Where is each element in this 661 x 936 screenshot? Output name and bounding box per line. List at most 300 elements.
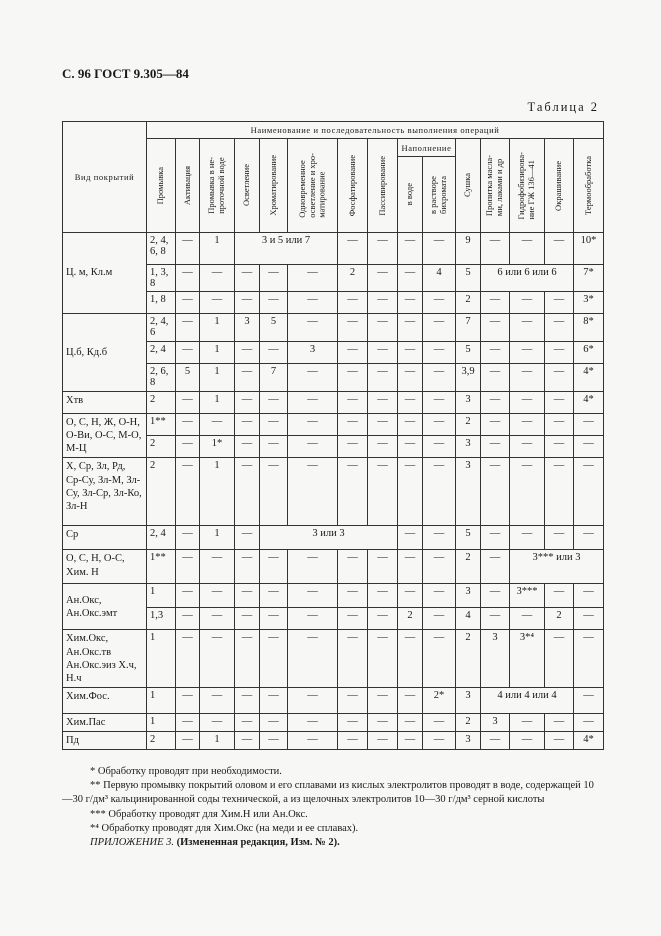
operation-cell: — <box>260 436 288 458</box>
operation-cell: 2 <box>456 713 481 731</box>
operation-cell: 1, 8 <box>147 292 176 314</box>
operation-cell: — <box>574 526 604 550</box>
operation-cell: — <box>338 414 368 436</box>
header-heat-treatment: Термообработка <box>574 139 604 233</box>
operation-cell: 4* <box>574 392 604 414</box>
table-row <box>63 713 604 731</box>
operation-cell: — <box>423 364 456 392</box>
footnote: ** Первую промывку покрытий оловом и его сплавами из кислых электролитов проводят в воде, содержащей 10—30 г/дм³ кальцинированной соды технической, а из щелочных электролитов 10—30 г/дм³ серной кислоты <box>62 780 594 806</box>
operation-cell: — <box>176 630 200 688</box>
operation-cell: 3 <box>456 584 481 608</box>
operation-cell: 1 <box>200 458 235 526</box>
operation-cell: — <box>200 292 235 314</box>
operation-cell: — <box>368 292 398 314</box>
header-fill-water: в воде <box>398 157 423 233</box>
operation-cell: — <box>176 414 200 436</box>
coating-cell: Х, Ср, Зл, Рд, Ср-Су, Зл-М, Зл-Су, Зл-Ср, Зл-Ко, Зл-Н <box>63 458 147 526</box>
operation-cell: — <box>574 713 604 731</box>
operation-cell: — <box>574 584 604 608</box>
operation-cell: — <box>545 630 574 688</box>
operation-cell: — <box>176 314 200 342</box>
operation-cell: — <box>260 630 288 688</box>
footnote: *** Обработку проводят для Хим.Н или Ан.Окс. <box>90 808 308 820</box>
operation-cell: 6 или 6 или 6 <box>481 265 574 292</box>
operation-cell: — <box>368 314 398 342</box>
operation-cell: — <box>260 392 288 414</box>
operation-cell: — <box>176 392 200 414</box>
operation-cell: 2, 4 <box>147 526 176 550</box>
table-body <box>63 233 604 750</box>
operation-cell: — <box>176 233 200 265</box>
operation-cell: — <box>510 392 545 414</box>
operation-cell: — <box>288 550 338 584</box>
operation-cell: — <box>423 526 456 550</box>
operation-cell: — <box>368 265 398 292</box>
operation-cell: 2, 6, 8 <box>147 364 176 392</box>
operation-cell: — <box>235 526 260 550</box>
operation-cell: — <box>398 292 423 314</box>
operation-cell: 4 <box>423 265 456 292</box>
operation-cell: — <box>200 713 235 731</box>
operation-cell: — <box>200 414 235 436</box>
operation-cell: 3 или 3 <box>260 526 398 550</box>
operation-cell: — <box>510 526 545 550</box>
operation-cell: — <box>423 314 456 342</box>
operation-cell: — <box>368 584 398 608</box>
header-activation: Активация <box>176 139 200 233</box>
operation-cell: 3,9 <box>456 364 481 392</box>
operation-cell: 5 <box>260 314 288 342</box>
operation-cell: — <box>288 584 338 608</box>
operation-cell: 3 <box>456 436 481 458</box>
operation-cell: — <box>200 550 235 584</box>
operation-cell: — <box>510 314 545 342</box>
operation-cell: — <box>176 342 200 364</box>
operation-cell: — <box>288 364 338 392</box>
operation-cell: — <box>510 364 545 392</box>
operation-cell: — <box>574 414 604 436</box>
header-coating-type: Вид покрытий <box>63 122 147 233</box>
operation-cell: — <box>398 233 423 265</box>
operation-cell: 3 и 5 или 7 <box>235 233 338 265</box>
footnotes <box>62 765 599 850</box>
operation-cell: — <box>398 687 423 713</box>
operation-cell: — <box>510 342 545 364</box>
operation-cell: — <box>288 608 338 630</box>
operation-cell: 1* <box>200 436 235 458</box>
operation-cell: 3 <box>235 314 260 342</box>
operation-cell: — <box>235 364 260 392</box>
operation-cell: — <box>510 292 545 314</box>
operation-cell: 2 <box>456 414 481 436</box>
table-row <box>63 687 604 713</box>
operation-cell: — <box>176 265 200 292</box>
table-row <box>63 458 604 526</box>
operation-cell: — <box>423 342 456 364</box>
operation-cell: — <box>235 608 260 630</box>
operation-cell: — <box>338 392 368 414</box>
header-brightening: Осветление <box>235 139 260 233</box>
operation-cell: 3 <box>481 713 510 731</box>
header-fill-bichromate: в растворе бихромата <box>423 157 456 233</box>
operation-cell: — <box>176 713 200 731</box>
operation-cell: — <box>574 608 604 630</box>
operation-cell: — <box>338 550 368 584</box>
operation-cell: — <box>398 342 423 364</box>
operation-cell: 9 <box>456 233 481 265</box>
coating-cell: О, С, Н, О-С, Хим. Н <box>63 550 147 584</box>
operation-cell: — <box>368 392 398 414</box>
operation-cell: — <box>510 608 545 630</box>
operation-cell: — <box>338 364 368 392</box>
operation-cell: — <box>368 436 398 458</box>
operation-cell: — <box>288 292 338 314</box>
table-row <box>63 732 604 750</box>
operation-cell: — <box>200 687 235 713</box>
operation-cell: 1 <box>200 392 235 414</box>
operation-cell: 3*** или 3 <box>510 550 604 584</box>
operation-cell: 8* <box>574 314 604 342</box>
operation-cell: — <box>176 687 200 713</box>
operation-cell: — <box>398 550 423 584</box>
operation-cell: — <box>260 608 288 630</box>
operation-cell: — <box>235 458 260 526</box>
operation-cell: — <box>423 233 456 265</box>
operation-cell: 2 <box>147 732 176 750</box>
operation-cell: — <box>423 458 456 526</box>
operation-cell: — <box>481 392 510 414</box>
operation-cell: — <box>481 732 510 750</box>
operation-cell: — <box>338 630 368 688</box>
operation-cell: — <box>398 364 423 392</box>
header-passivation: Пассивирование <box>368 139 398 233</box>
operation-cell: 1 <box>147 713 176 731</box>
operation-cell: — <box>545 414 574 436</box>
operation-cell: 4* <box>574 364 604 392</box>
operation-cell: 7 <box>260 364 288 392</box>
operation-cell: — <box>338 713 368 731</box>
operation-cell: — <box>260 584 288 608</box>
operation-cell: — <box>235 265 260 292</box>
operation-cell: 2 <box>147 436 176 458</box>
operation-cell: — <box>200 608 235 630</box>
operation-cell: 7* <box>574 265 604 292</box>
operation-cell: — <box>545 233 574 265</box>
operation-cell: — <box>545 314 574 342</box>
operation-cell: — <box>176 436 200 458</box>
operation-cell: — <box>368 550 398 584</box>
operation-cell: — <box>481 526 510 550</box>
operation-cell: 4 <box>456 608 481 630</box>
operation-cell: 2 <box>456 292 481 314</box>
operation-cell: — <box>368 458 398 526</box>
coating-cell: Ц.б, Кд.б <box>63 314 147 392</box>
operation-cell: — <box>260 550 288 584</box>
operation-cell: 5 <box>456 342 481 364</box>
operation-cell: — <box>260 292 288 314</box>
table-row <box>63 630 604 688</box>
operation-cell: — <box>338 314 368 342</box>
operation-cell: — <box>368 414 398 436</box>
operation-cell: — <box>481 414 510 436</box>
operation-cell: 3* <box>574 292 604 314</box>
operation-cell: — <box>235 342 260 364</box>
table-row <box>63 414 604 436</box>
operation-cell: — <box>545 392 574 414</box>
operation-cell: — <box>288 265 338 292</box>
operation-cell: 3 <box>456 732 481 750</box>
operation-cell: — <box>235 436 260 458</box>
operation-cell: — <box>235 732 260 750</box>
operation-cell: — <box>481 550 510 584</box>
operation-cell: — <box>423 713 456 731</box>
operation-cell: — <box>545 526 574 550</box>
header-drying: Сушка <box>456 139 481 233</box>
operation-cell: 4 или 4 или 4 <box>481 687 574 713</box>
operation-cell: — <box>260 342 288 364</box>
operation-cell: — <box>338 458 368 526</box>
operation-cell: — <box>338 233 368 265</box>
operation-cell: — <box>288 436 338 458</box>
operation-cell: — <box>510 414 545 436</box>
header-hydrophobization: Гидрофобизирова- ние ГЖ 136—41 <box>510 139 545 233</box>
table-row <box>63 584 604 608</box>
operation-cell: — <box>510 436 545 458</box>
operation-cell: — <box>288 630 338 688</box>
operation-cell: — <box>423 414 456 436</box>
operation-cell: 3 <box>288 342 338 364</box>
operation-cell: — <box>398 732 423 750</box>
table-label: Таблица 2 <box>527 100 599 114</box>
operation-cell: — <box>545 732 574 750</box>
operation-cell: — <box>288 732 338 750</box>
operation-cell: — <box>423 732 456 750</box>
operation-cell: — <box>481 458 510 526</box>
operation-cell: — <box>423 630 456 688</box>
header-operations-group: Наименование и последовательность выполнения операций <box>147 122 604 139</box>
operation-cell: — <box>200 630 235 688</box>
operation-cell: 2 <box>147 392 176 414</box>
operation-cell: 6* <box>574 342 604 364</box>
operation-cell: — <box>368 630 398 688</box>
operation-cell: — <box>574 687 604 713</box>
operation-cell: — <box>545 584 574 608</box>
header-phosphating: Фосфатирование <box>338 139 368 233</box>
operation-cell: — <box>368 732 398 750</box>
operation-cell: 3 <box>456 687 481 713</box>
operation-cell: 3 <box>481 630 510 688</box>
operation-cell: — <box>288 687 338 713</box>
operation-cell: 1** <box>147 414 176 436</box>
operation-cell: 5 <box>176 364 200 392</box>
coating-cell: Хтв <box>63 392 147 414</box>
coating-cell: Пд <box>63 732 147 750</box>
operation-cell: 4* <box>574 732 604 750</box>
operation-cell: — <box>338 732 368 750</box>
operation-cell: — <box>510 713 545 731</box>
operation-cell: — <box>398 630 423 688</box>
operation-cell: — <box>176 292 200 314</box>
coating-cell: Ан.Окс, Ан.Окс.эмт <box>63 584 147 630</box>
operation-cell: 1 <box>147 687 176 713</box>
operation-cell: — <box>398 314 423 342</box>
operation-cell: — <box>545 342 574 364</box>
document-header: С. 96 ГОСТ 9.305—84 <box>62 66 189 81</box>
header-brightening-chromating: Одновременное осветление и хро- матирование <box>288 139 338 233</box>
operations-table <box>62 121 604 750</box>
operation-cell: — <box>398 392 423 414</box>
operation-cell: — <box>260 713 288 731</box>
appendix-note: ПРИЛОЖЕНИЕ 3. (Измененная редакция, Изм. № 2). <box>90 836 340 848</box>
operation-cell: 1 <box>147 584 176 608</box>
operation-cell: — <box>260 458 288 526</box>
operation-cell: — <box>398 265 423 292</box>
operation-cell: — <box>423 584 456 608</box>
operation-cell: — <box>288 713 338 731</box>
operation-cell: 1 <box>200 314 235 342</box>
operation-cell: — <box>260 414 288 436</box>
operation-cell: — <box>398 414 423 436</box>
operation-cell: — <box>510 732 545 750</box>
operation-cell: — <box>423 550 456 584</box>
operation-cell: — <box>545 436 574 458</box>
operation-cell: 2, 4, 6, 8 <box>147 233 176 265</box>
operation-cell: — <box>481 233 510 265</box>
operation-cell: — <box>235 292 260 314</box>
header-painting: Окрашивание <box>545 139 574 233</box>
operation-cell: — <box>574 458 604 526</box>
operation-cell: — <box>481 292 510 314</box>
operation-cell: 2 <box>456 630 481 688</box>
header-filling: Наполнение <box>398 139 456 157</box>
operation-cell: — <box>545 292 574 314</box>
operation-cell: — <box>288 314 338 342</box>
operation-cell: — <box>176 526 200 550</box>
operation-cell: 2 <box>147 458 176 526</box>
footnote: *⁴ Обработку проводят для Хим.Окс (на меди и ее сплавах). <box>90 822 359 834</box>
operation-cell: 2 <box>398 608 423 630</box>
table-row <box>63 526 604 550</box>
operation-cell: 1 <box>147 630 176 688</box>
operation-cell: — <box>398 526 423 550</box>
operation-cell: — <box>481 364 510 392</box>
operation-cell: — <box>545 364 574 392</box>
header-chromating: Хроматирование <box>260 139 288 233</box>
operation-cell: 1, 3, 8 <box>147 265 176 292</box>
operation-cell: 1 <box>200 526 235 550</box>
table-row <box>63 314 604 342</box>
operation-cell: — <box>260 732 288 750</box>
operation-cell: — <box>423 436 456 458</box>
operation-cell: 2 <box>456 550 481 584</box>
operation-cell: — <box>481 314 510 342</box>
operation-cell: — <box>398 713 423 731</box>
operation-cell: — <box>260 687 288 713</box>
operation-cell: — <box>176 732 200 750</box>
operation-cell: — <box>368 364 398 392</box>
operation-cell: — <box>481 608 510 630</box>
operation-cell: — <box>288 392 338 414</box>
operation-cell: — <box>398 584 423 608</box>
header-still-water-rinse: Промывка в не- проточной воде <box>200 139 235 233</box>
operation-cell: 1 <box>200 233 235 265</box>
operation-cell: 2 <box>545 608 574 630</box>
operation-cell: — <box>423 392 456 414</box>
operation-cell: — <box>288 414 338 436</box>
operation-cell: 1,3 <box>147 608 176 630</box>
coating-cell: Ср <box>63 526 147 550</box>
operation-cell: — <box>545 458 574 526</box>
operation-cell: — <box>423 608 456 630</box>
coating-cell: Ц. м, Кл.м <box>63 233 147 314</box>
operation-cell: 1 <box>200 342 235 364</box>
operation-cell: 1 <box>200 364 235 392</box>
operation-cell: — <box>338 436 368 458</box>
operation-cell: — <box>235 414 260 436</box>
operation-cell: — <box>510 233 545 265</box>
operation-cell: — <box>200 584 235 608</box>
header-impregnation: Пропитка масла- ми, лаками и др <box>481 139 510 233</box>
operation-cell: — <box>398 436 423 458</box>
operation-cell: — <box>176 608 200 630</box>
coating-cell: О, С, Н, Ж, О-Н, О-Ви, О-С, М-О, М-Ц <box>63 414 147 458</box>
operation-cell: 3 <box>456 392 481 414</box>
operation-cell: — <box>368 687 398 713</box>
operation-cell: — <box>398 458 423 526</box>
coating-cell: Хим.Окс, Ан.Окс.тв Ан.Окс.эиз Х.ч, Н.ч <box>63 630 147 688</box>
footnote: * Обработку проводят при необходимости. <box>90 766 282 777</box>
operation-cell: — <box>235 584 260 608</box>
operation-cell: — <box>338 292 368 314</box>
operation-cell: 2 <box>338 265 368 292</box>
operation-cell: — <box>260 265 288 292</box>
coating-cell: Хим.Фос. <box>63 687 147 713</box>
operation-cell: 5 <box>456 526 481 550</box>
operation-cell: 5 <box>456 265 481 292</box>
operation-cell: — <box>338 687 368 713</box>
operation-cell: — <box>368 608 398 630</box>
operation-cell: 7 <box>456 314 481 342</box>
operation-cell: — <box>481 584 510 608</box>
operation-cell: — <box>423 292 456 314</box>
operation-cell: — <box>235 630 260 688</box>
operation-cell: — <box>481 342 510 364</box>
operation-cell: 3*** <box>510 584 545 608</box>
operation-cell: — <box>368 342 398 364</box>
operation-cell: — <box>235 713 260 731</box>
coating-cell: Хим.Пас <box>63 713 147 731</box>
operation-cell: — <box>338 584 368 608</box>
operation-cell: — <box>368 233 398 265</box>
operation-cell: — <box>176 550 200 584</box>
operation-cell: 3 <box>456 458 481 526</box>
operation-cell: — <box>574 630 604 688</box>
operation-cell: 3*⁴ <box>510 630 545 688</box>
operation-cell: 1 <box>200 732 235 750</box>
table-row <box>63 392 604 414</box>
operation-cell: — <box>510 458 545 526</box>
header-rinse: Промывка <box>147 139 176 233</box>
operation-cell: — <box>481 436 510 458</box>
operation-cell: 1** <box>147 550 176 584</box>
operation-cell: 10* <box>574 233 604 265</box>
operation-cell: — <box>338 608 368 630</box>
operation-cell: — <box>235 687 260 713</box>
table-row <box>63 550 604 584</box>
operation-cell: — <box>368 713 398 731</box>
operation-cell: — <box>200 265 235 292</box>
operation-cell: — <box>338 342 368 364</box>
